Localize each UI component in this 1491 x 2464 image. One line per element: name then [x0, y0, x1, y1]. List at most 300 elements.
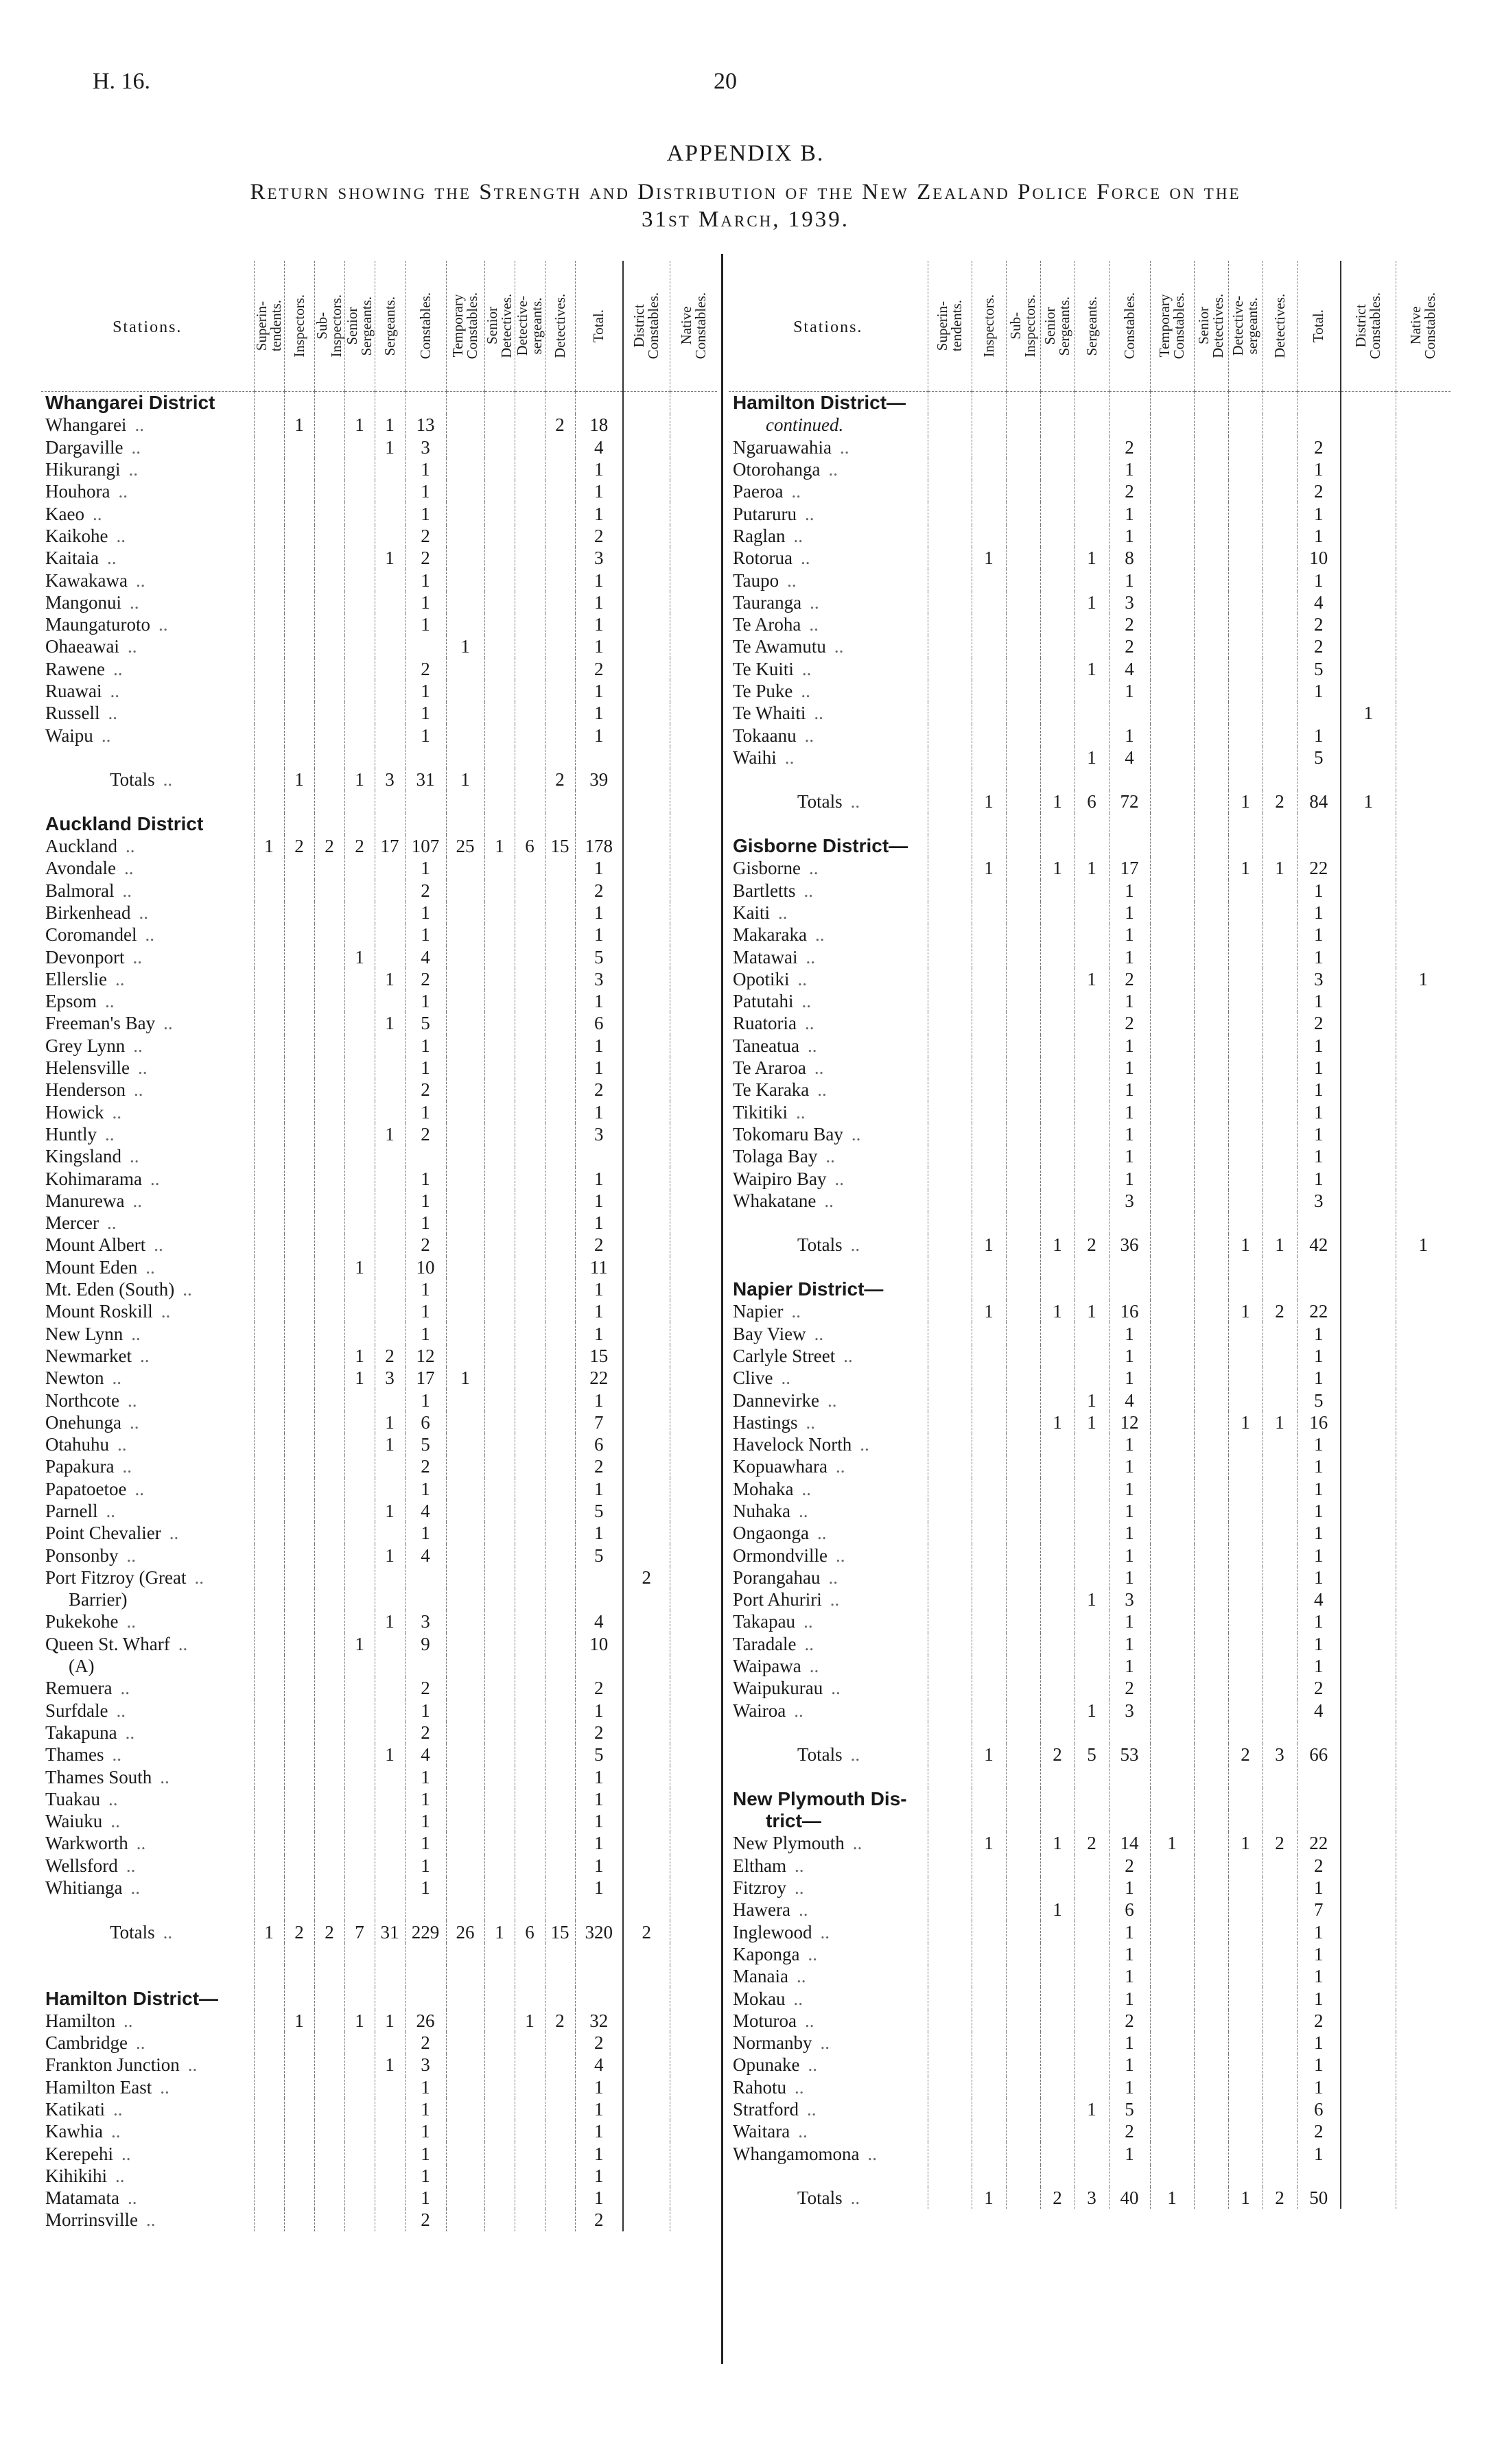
- value-cell: [575, 1588, 623, 1610]
- value-cell: [928, 924, 972, 946]
- value-cell: 1: [1341, 702, 1396, 724]
- value-cell: 2: [575, 1722, 623, 1744]
- station-name-text: Onehunga: [45, 1411, 121, 1433]
- value-cell: [375, 1655, 405, 1677]
- value-cell: [314, 1411, 344, 1433]
- value-cell: [314, 2032, 344, 2054]
- value-cell: [1040, 724, 1075, 746]
- empty-cell: [1396, 392, 1451, 414]
- station-name: [41, 635, 254, 657]
- value-cell: [1396, 1877, 1451, 1899]
- empty-cell: [1396, 1278, 1451, 1300]
- value-cell: [314, 1145, 344, 1167]
- value-cell: 1: [284, 2010, 314, 2032]
- value-cell: 1: [405, 1765, 446, 1787]
- empty-cell: [254, 1965, 284, 1987]
- station-name-text: Kawakawa: [45, 570, 128, 591]
- value-cell: [484, 1478, 515, 1500]
- value-cell: 1: [1109, 1921, 1150, 1943]
- empty-cell: [928, 813, 972, 835]
- station-name: [41, 1035, 254, 1057]
- value-cell: 1: [484, 835, 515, 857]
- value-cell: 2: [1109, 968, 1150, 990]
- leader-dots: ..: [132, 1190, 142, 1211]
- value-cell: [670, 1123, 717, 1145]
- empty-cell: [1228, 1722, 1263, 1744]
- station-name-text: Whakatane: [733, 1190, 817, 1211]
- value-cell: [515, 458, 545, 480]
- district-heading-text: Gisborne District—: [733, 835, 908, 857]
- value-cell: [623, 2054, 670, 2076]
- value-cell: [545, 2187, 575, 2209]
- value-cell: [623, 946, 670, 967]
- value-cell: [623, 1610, 670, 1632]
- empty-cell: [1396, 414, 1451, 436]
- empty-cell: [344, 747, 375, 768]
- value-cell: [484, 1190, 515, 1212]
- value-cell: [254, 2010, 284, 2032]
- value-cell: [1150, 1921, 1194, 1943]
- column-header-label: Detectives.: [551, 294, 568, 358]
- value-cell: [670, 1455, 717, 1477]
- value-cell: [1341, 1500, 1396, 1522]
- value-cell: [515, 1855, 545, 1877]
- value-cell: [972, 2120, 1006, 2142]
- value-cell: [670, 1633, 717, 1655]
- value-cell: [446, 1212, 484, 1234]
- station-name-text: Katikati: [45, 2099, 105, 2120]
- value-cell: [1396, 2187, 1451, 2209]
- value-cell: [314, 1012, 344, 1034]
- empty-cell: [375, 1965, 405, 1987]
- value-cell: [623, 1855, 670, 1877]
- value-cell: [1194, 436, 1228, 458]
- value-cell: [1263, 613, 1297, 635]
- value-cell: [314, 946, 344, 967]
- value-cell: [1040, 2076, 1075, 2098]
- value-cell: [515, 613, 545, 635]
- value-cell: [1341, 1610, 1396, 1632]
- value-cell: [1075, 1987, 1109, 2009]
- empty-cell: [1150, 1765, 1194, 1787]
- column-divider: [721, 254, 723, 2364]
- value-cell: [545, 1300, 575, 1322]
- empty-cell: [1040, 2165, 1075, 2187]
- station-row: [729, 2142, 1451, 2164]
- station-name-text: Dannevirke: [733, 1389, 819, 1411]
- value-cell: [972, 1455, 1006, 1477]
- empty-cell: [1263, 1278, 1297, 1300]
- value-cell: [1075, 2076, 1109, 2098]
- station-name-text: Papakura: [45, 1456, 115, 1477]
- value-cell: [446, 591, 484, 613]
- value-cell: [344, 1567, 375, 1588]
- empty-cell: [545, 1965, 575, 1987]
- value-cell: 1: [254, 1921, 284, 1943]
- value-cell: [1075, 1965, 1109, 1987]
- value-cell: [484, 1722, 515, 1744]
- value-cell: [344, 1145, 375, 1167]
- value-cell: 1: [375, 547, 405, 569]
- value-cell: 22: [575, 1367, 623, 1389]
- value-cell: [484, 1389, 515, 1411]
- value-cell: 1: [1297, 724, 1341, 746]
- value-cell: [515, 1655, 545, 1677]
- value-cell: [375, 1190, 405, 1212]
- value-cell: 36: [1109, 1234, 1150, 1256]
- leader-dots: ..: [113, 658, 123, 679]
- value-cell: [1150, 1057, 1194, 1079]
- empty-cell: [1341, 414, 1396, 436]
- value-cell: [1150, 2010, 1194, 2032]
- spacer-row: [729, 1212, 1451, 1234]
- value-cell: [1006, 1965, 1040, 1987]
- value-cell: [1396, 2076, 1451, 2098]
- value-cell: [254, 1700, 284, 1722]
- leader-dots: ..: [116, 525, 126, 546]
- station-name: [729, 2120, 928, 2142]
- value-cell: [284, 857, 314, 879]
- value-cell: [1150, 902, 1194, 924]
- value-cell: [972, 635, 1006, 657]
- value-cell: [670, 1500, 717, 1522]
- empty-cell: [484, 813, 515, 835]
- value-cell: [254, 1544, 284, 1566]
- station-name: [41, 436, 254, 458]
- value-cell: [254, 2165, 284, 2187]
- value-cell: [1150, 2142, 1194, 2164]
- station-name-text: Henderson: [45, 1079, 126, 1101]
- value-cell: 72: [1109, 790, 1150, 812]
- value-cell: [314, 1278, 344, 1300]
- value-cell: 31: [405, 768, 446, 790]
- value-cell: [1341, 880, 1396, 902]
- value-cell: [314, 1123, 344, 1145]
- value-cell: [284, 1788, 314, 1810]
- empty-cell: [1263, 1256, 1297, 1278]
- totals-label-text: Totals: [797, 1234, 843, 1256]
- station-name: [41, 1722, 254, 1744]
- value-cell: [1396, 569, 1451, 591]
- value-cell: [928, 1322, 972, 1344]
- station-row: [41, 1145, 717, 1167]
- district-heading-text: Auckland District: [45, 812, 204, 834]
- station-name-text: Gisborne: [733, 858, 801, 879]
- value-cell: [484, 1455, 515, 1477]
- leader-dots: ..: [793, 525, 803, 546]
- value-cell: [972, 480, 1006, 502]
- value-cell: [670, 458, 717, 480]
- value-cell: [545, 1700, 575, 1722]
- value-cell: [623, 1588, 670, 1610]
- value-cell: [1396, 1987, 1451, 2009]
- value-cell: 1: [1297, 1567, 1341, 1588]
- station-name-text: New Plymouth: [733, 1833, 845, 1854]
- value-cell: [928, 658, 972, 680]
- value-cell: [972, 1633, 1006, 1655]
- station-row: [729, 2098, 1451, 2120]
- empty-cell: [344, 1899, 375, 1921]
- value-cell: [1341, 1145, 1396, 1167]
- value-cell: [254, 1500, 284, 1522]
- station-row: [41, 1478, 717, 1500]
- value-cell: [670, 436, 717, 458]
- value-cell: [1228, 1345, 1263, 1367]
- value-cell: [446, 1788, 484, 1810]
- station-name: [729, 1322, 928, 1344]
- empty-cell: [1109, 1788, 1150, 1810]
- value-cell: [314, 635, 344, 657]
- value-cell: [1263, 1500, 1297, 1522]
- value-cell: [344, 480, 375, 502]
- value-cell: [344, 1610, 375, 1632]
- station-row: [729, 1899, 1451, 1921]
- value-cell: [284, 1655, 314, 1677]
- value-cell: [928, 635, 972, 657]
- value-cell: [1194, 1411, 1228, 1433]
- empty-cell: [1297, 1212, 1341, 1234]
- value-cell: [284, 2054, 314, 2076]
- value-cell: [670, 1810, 717, 1832]
- empty-cell: [972, 1810, 1006, 1832]
- value-cell: 1: [344, 1345, 375, 1367]
- value-cell: [484, 724, 515, 746]
- empty-cell: [515, 1899, 545, 1921]
- value-cell: [1006, 591, 1040, 613]
- leader-dots: ..: [145, 924, 154, 946]
- value-cell: 1: [1297, 1101, 1341, 1123]
- value-cell: [545, 702, 575, 724]
- station-name: [729, 1300, 928, 1322]
- value-cell: [1075, 1167, 1109, 1189]
- value-cell: [1228, 990, 1263, 1012]
- value-cell: [254, 2209, 284, 2231]
- empty-cell: [314, 813, 344, 835]
- station-row: [41, 591, 717, 613]
- value-cell: 1: [575, 1810, 623, 1832]
- value-cell: [1150, 1367, 1194, 1389]
- value-cell: [1263, 2054, 1297, 2076]
- station-name: [729, 1899, 928, 1921]
- value-cell: 1: [575, 1877, 623, 1899]
- value-cell: 3: [575, 968, 623, 990]
- value-cell: 17: [405, 1367, 446, 1389]
- station-name-text: Mount Albert: [45, 1234, 146, 1256]
- value-cell: [1006, 1057, 1040, 1079]
- value-cell: 1: [1228, 790, 1263, 812]
- value-cell: [1228, 1899, 1263, 1921]
- value-cell: [515, 1035, 545, 1057]
- value-cell: 1: [575, 1832, 623, 1854]
- value-cell: [1075, 902, 1109, 924]
- value-cell: [623, 1765, 670, 1787]
- station-name: [729, 1123, 928, 1145]
- value-cell: [623, 1190, 670, 1212]
- station-row: [41, 1544, 717, 1566]
- station-name-text: Mercer: [45, 1212, 99, 1234]
- value-cell: 10: [1297, 547, 1341, 569]
- value-cell: 18: [575, 414, 623, 436]
- column-header-label: Temporary Constables.: [1156, 292, 1187, 360]
- value-cell: [375, 1256, 405, 1278]
- value-cell: 1: [1075, 547, 1109, 569]
- station-row: [41, 1123, 717, 1145]
- value-cell: 1: [575, 1522, 623, 1544]
- value-cell: [1341, 724, 1396, 746]
- value-cell: [670, 1278, 717, 1300]
- value-cell: [1075, 1079, 1109, 1101]
- value-cell: [928, 1079, 972, 1101]
- value-cell: 1: [375, 2054, 405, 2076]
- station-name-text: Mohaka: [733, 1478, 794, 1499]
- totals-row: [729, 1744, 1451, 1765]
- value-cell: [1194, 502, 1228, 524]
- value-cell: [1040, 658, 1075, 680]
- value-cell: [344, 1079, 375, 1101]
- station-name-text: Whangamomona: [733, 2143, 860, 2164]
- value-cell: [545, 2076, 575, 2098]
- value-cell: [1150, 1012, 1194, 1034]
- value-cell: [484, 1411, 515, 1433]
- empty-cell: [972, 414, 1006, 436]
- value-cell: [284, 2098, 314, 2120]
- value-cell: [928, 946, 972, 967]
- station-name: [41, 835, 254, 857]
- value-cell: 4: [1109, 1389, 1150, 1411]
- value-cell: 1: [1297, 1655, 1341, 1677]
- value-cell: [1040, 1965, 1075, 1987]
- value-cell: [1228, 480, 1263, 502]
- station-name: [41, 880, 254, 902]
- value-cell: [314, 1256, 344, 1278]
- value-cell: [1006, 724, 1040, 746]
- leader-dots: ..: [128, 459, 138, 480]
- value-cell: [1194, 1700, 1228, 1722]
- value-cell: [545, 1190, 575, 1212]
- value-cell: [1194, 946, 1228, 967]
- value-cell: [1341, 1877, 1396, 1899]
- value-cell: 1: [1109, 1167, 1150, 1189]
- value-cell: [623, 1810, 670, 1832]
- station-row: [41, 525, 717, 547]
- value-cell: [284, 1500, 314, 1522]
- value-cell: [484, 635, 515, 657]
- empty-cell: [1109, 2165, 1150, 2187]
- empty-cell: [928, 1810, 972, 1832]
- value-cell: [623, 857, 670, 879]
- value-cell: [545, 658, 575, 680]
- value-cell: 4: [575, 1610, 623, 1632]
- empty-cell: [254, 813, 284, 835]
- value-cell: [972, 1544, 1006, 1566]
- empty-cell: [254, 1987, 284, 2009]
- value-cell: [344, 502, 375, 524]
- station-row: [729, 1345, 1451, 1367]
- value-cell: 2: [405, 1079, 446, 1101]
- value-cell: [375, 458, 405, 480]
- value-cell: [623, 547, 670, 569]
- empty-cell: [575, 747, 623, 768]
- value-cell: 1: [405, 1057, 446, 1079]
- empty-cell: [623, 1965, 670, 1987]
- value-cell: [1150, 1700, 1194, 1722]
- value-cell: 1: [575, 1700, 623, 1722]
- empty-cell: [1194, 1765, 1228, 1787]
- value-cell: [1228, 1943, 1263, 1965]
- column-header-label: Native Constables.: [1407, 292, 1439, 360]
- value-cell: [484, 436, 515, 458]
- value-cell: [1150, 1234, 1194, 1256]
- empty-cell: [254, 1943, 284, 1965]
- value-cell: [1150, 1855, 1194, 1877]
- value-cell: 4: [1297, 591, 1341, 613]
- value-cell: [446, 502, 484, 524]
- value-cell: [344, 1544, 375, 1566]
- station-row: [41, 990, 717, 1012]
- value-cell: 1: [575, 1035, 623, 1057]
- empty-cell: [1341, 835, 1396, 857]
- value-cell: [1263, 1987, 1297, 2009]
- value-cell: [1228, 2032, 1263, 2054]
- value-cell: [670, 1700, 717, 1722]
- empty-cell: [344, 1965, 375, 1987]
- spacer-row: [729, 1765, 1451, 1787]
- value-cell: [254, 702, 284, 724]
- value-cell: [1006, 1588, 1040, 1610]
- value-cell: [1396, 924, 1451, 946]
- value-cell: [314, 1079, 344, 1101]
- station-row: [729, 635, 1451, 657]
- value-cell: 1: [1228, 857, 1263, 879]
- value-cell: [545, 1633, 575, 1655]
- value-cell: 1: [446, 1367, 484, 1389]
- value-cell: [1150, 1588, 1194, 1610]
- value-cell: [1075, 946, 1109, 967]
- value-cell: 1: [575, 924, 623, 946]
- station-name: [729, 1389, 928, 1411]
- value-cell: [515, 702, 545, 724]
- value-cell: 2: [405, 547, 446, 569]
- leader-dots: ..: [150, 1168, 160, 1189]
- value-cell: 11: [575, 1256, 623, 1278]
- value-cell: [1006, 525, 1040, 547]
- value-cell: [1194, 1345, 1228, 1367]
- value-cell: [284, 613, 314, 635]
- value-cell: [623, 768, 670, 790]
- value-cell: 2: [1297, 480, 1341, 502]
- value-cell: [1006, 946, 1040, 967]
- column-header: [1263, 261, 1297, 392]
- column-header-label: Superin- tendents.: [934, 300, 965, 352]
- station-name-text: Morrinsville: [45, 2209, 138, 2231]
- leader-dots: ..: [781, 1368, 790, 1389]
- value-cell: 1: [405, 2187, 446, 2209]
- page-number: 20: [714, 69, 737, 94]
- empty-cell: [284, 790, 314, 812]
- value-cell: [375, 1633, 405, 1655]
- value-cell: 1: [1297, 1522, 1341, 1544]
- empty-cell: [1040, 1212, 1075, 1234]
- value-cell: [1194, 2187, 1228, 2209]
- station-row: [41, 1832, 717, 1854]
- value-cell: [1040, 902, 1075, 924]
- value-cell: [1396, 1167, 1451, 1189]
- leader-dots: ..: [146, 2209, 156, 2231]
- value-cell: [623, 880, 670, 902]
- value-cell: [1040, 680, 1075, 702]
- value-cell: [1396, 1300, 1451, 1322]
- value-cell: 1: [1040, 1411, 1075, 1433]
